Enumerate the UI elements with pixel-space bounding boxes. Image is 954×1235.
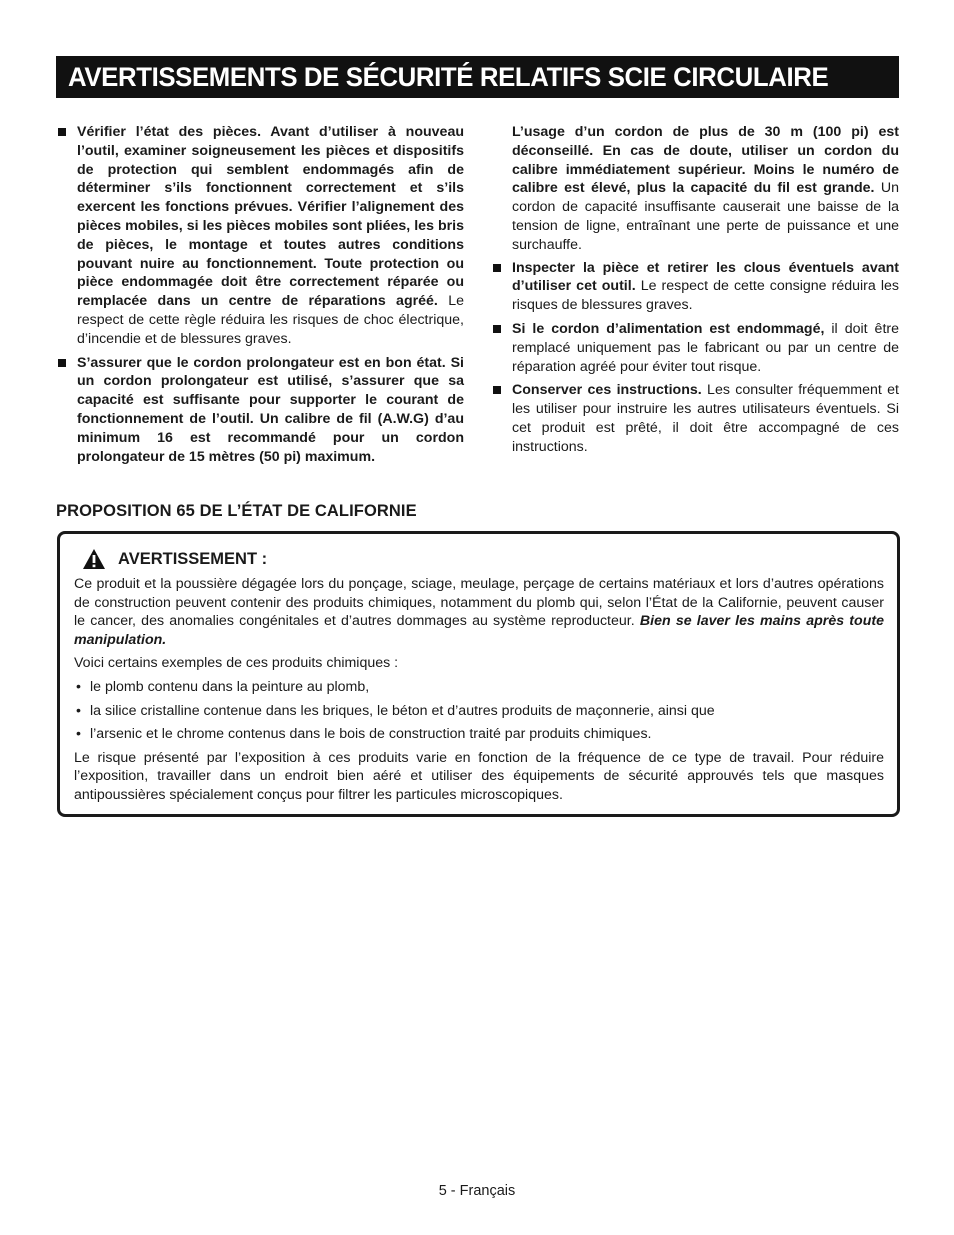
item-text: Le respect de cette règle réduira les risques de choc électrique, d’incendie et de blessures graves. [77,293,464,347]
page-footer: 5 - Français [438,1183,516,1199]
item-text: il doit être remplacé uniquement pas le fabricant ou par un centre de réparation agréé pour éviter tout risque. [512,320,899,375]
warning-box [57,531,900,817]
item-text: Les consulter fréquemment et les utiliser pour instruire les autres utilisateurs éventuels. Si cet produit est prêté, il doit être accompagné de ces instructions. [512,382,899,455]
item-text: Le respect de cette consigne réduira les risques de blessures graves. [512,278,899,314]
warning-triangle-icon [82,548,106,570]
list-item-inspect-workpiece [493,259,899,315]
list-item-text: le plomb contenu dans la peinture au plomb, [90,678,370,695]
list-item-check-parts [58,123,464,349]
square-bullet-icon [58,359,66,367]
list-item [74,702,884,721]
bullet-dot-icon: • [76,726,81,743]
item-bold-text: Conserver ces instructions. [512,382,702,399]
list-item-text: l’arsenic et le chrome contenus dans le bois de construction traité par produits chimiques. [90,726,652,743]
warning-text: Ce produit et la poussière dégagée lors du ponçage, sciage, meulage, perçage de certains matériaux et lors d’autres opérations de construction peuvent contenir des produits chimiques, notamment du plomb qui, selon l’État de la Californie, peuvent causer le cancer, des anomalies congénitales et d’autres dommages au système reproducteur. [74,576,884,630]
right-column [493,123,899,462]
warning-emphasis: Bien se laver les mains après toute manipulation. [74,613,884,648]
item-bold-text: Vérifier l’état des pièces. Avant d’utiliser à nouveau l’outil, examiner soigneusement les pièces et dispositifs de protection qui semblent endommagés afin de déterminer s’ils fonctionnent correctement et s’ils exercent les fonctions prévues. Vérifier l’alignement des pièces mobiles, si les pièces mobiles sont pliées, les bris de pièces, le montage et toutes autres conditions pouvant nuire au fonctionnement. Toute protection ou pièce endommagée doit être correctement réparée ou remplacée dans un centre de réparations agréé. [77,124,464,310]
list-item-extension-cord [58,354,464,467]
list-item-damaged-cord [493,320,899,376]
item-bold-text: S’assurer que le cordon prolongateur est en bon état. Si un cordon prolongateur est utilisé, s’assurer que sa capacité est suffisante pour supporter le courant de fonctionnement de l’outil. Un calibre de fil (A.W.G) d’au minimum 16 est recommandé pour un cordon prolongateur de 15 mètres (50 pi) maximum. [77,354,464,465]
examples-intro: Voici certains exemples de ces produits chimiques : [74,655,399,672]
item-bold-text: Inspecter la pièce et retirer les clous éventuels avant d’utiliser cet outil. [512,259,899,295]
square-bullet-icon [58,128,66,136]
warning-header [74,544,884,574]
list-item [74,678,884,697]
list-item-keep-instructions [493,381,899,456]
square-bullet-icon [493,386,501,394]
square-bullet-icon [493,325,501,333]
warning-paragraph [74,575,884,649]
risk-paragraph: Le risque présenté par l’exposition à ces produits varie en fonction de la fréquence de ce type de travail. Pour réduire l’exposition, travailler dans un endroit bien aéré et utiliser des équipements de sécurité approuvés tels que masques antipoussières spécialement conçus pour filtrer les particules microscopiques. [74,749,884,803]
list-item [74,725,884,744]
section-heading: PROPOSITION 65 DE L’ÉTAT DE CALIFORNIE [56,502,417,520]
bullet-dot-icon: • [76,678,81,695]
warning-label: AVERTISSEMENT : [118,549,268,568]
bullet-dot-icon: • [76,702,81,719]
left-column [58,123,464,471]
square-bullet-icon [493,264,501,272]
list-item-text: la silice cristalline contenue dans les briques, le béton et d’autres produits de maçonnerie, ainsi que [90,702,715,719]
item-bold-text: Si le cordon d’alimentation est endommagé, [512,320,825,337]
item-text: Un cordon de capacité insuffisante causerait une baisse de la tension de ligne, entraînant une perte de puissance et une surchauffe. [512,180,900,253]
list-item-continuation [493,123,899,255]
page-title: AVERTISSEMENTS DE SÉCURITÉ RELATIFS SCIE CIRCULAIRE [68,62,829,92]
item-bold-text: L’usage d’un cordon de plus de 30 m (100 pi) est déconseillé. En cas de doute, utiliser un cordon du calibre immédiatement supérieur. Moins le numéro de calibre est élevé, plus la capacité du fil est grande. [512,124,899,197]
title-banner [56,56,899,98]
